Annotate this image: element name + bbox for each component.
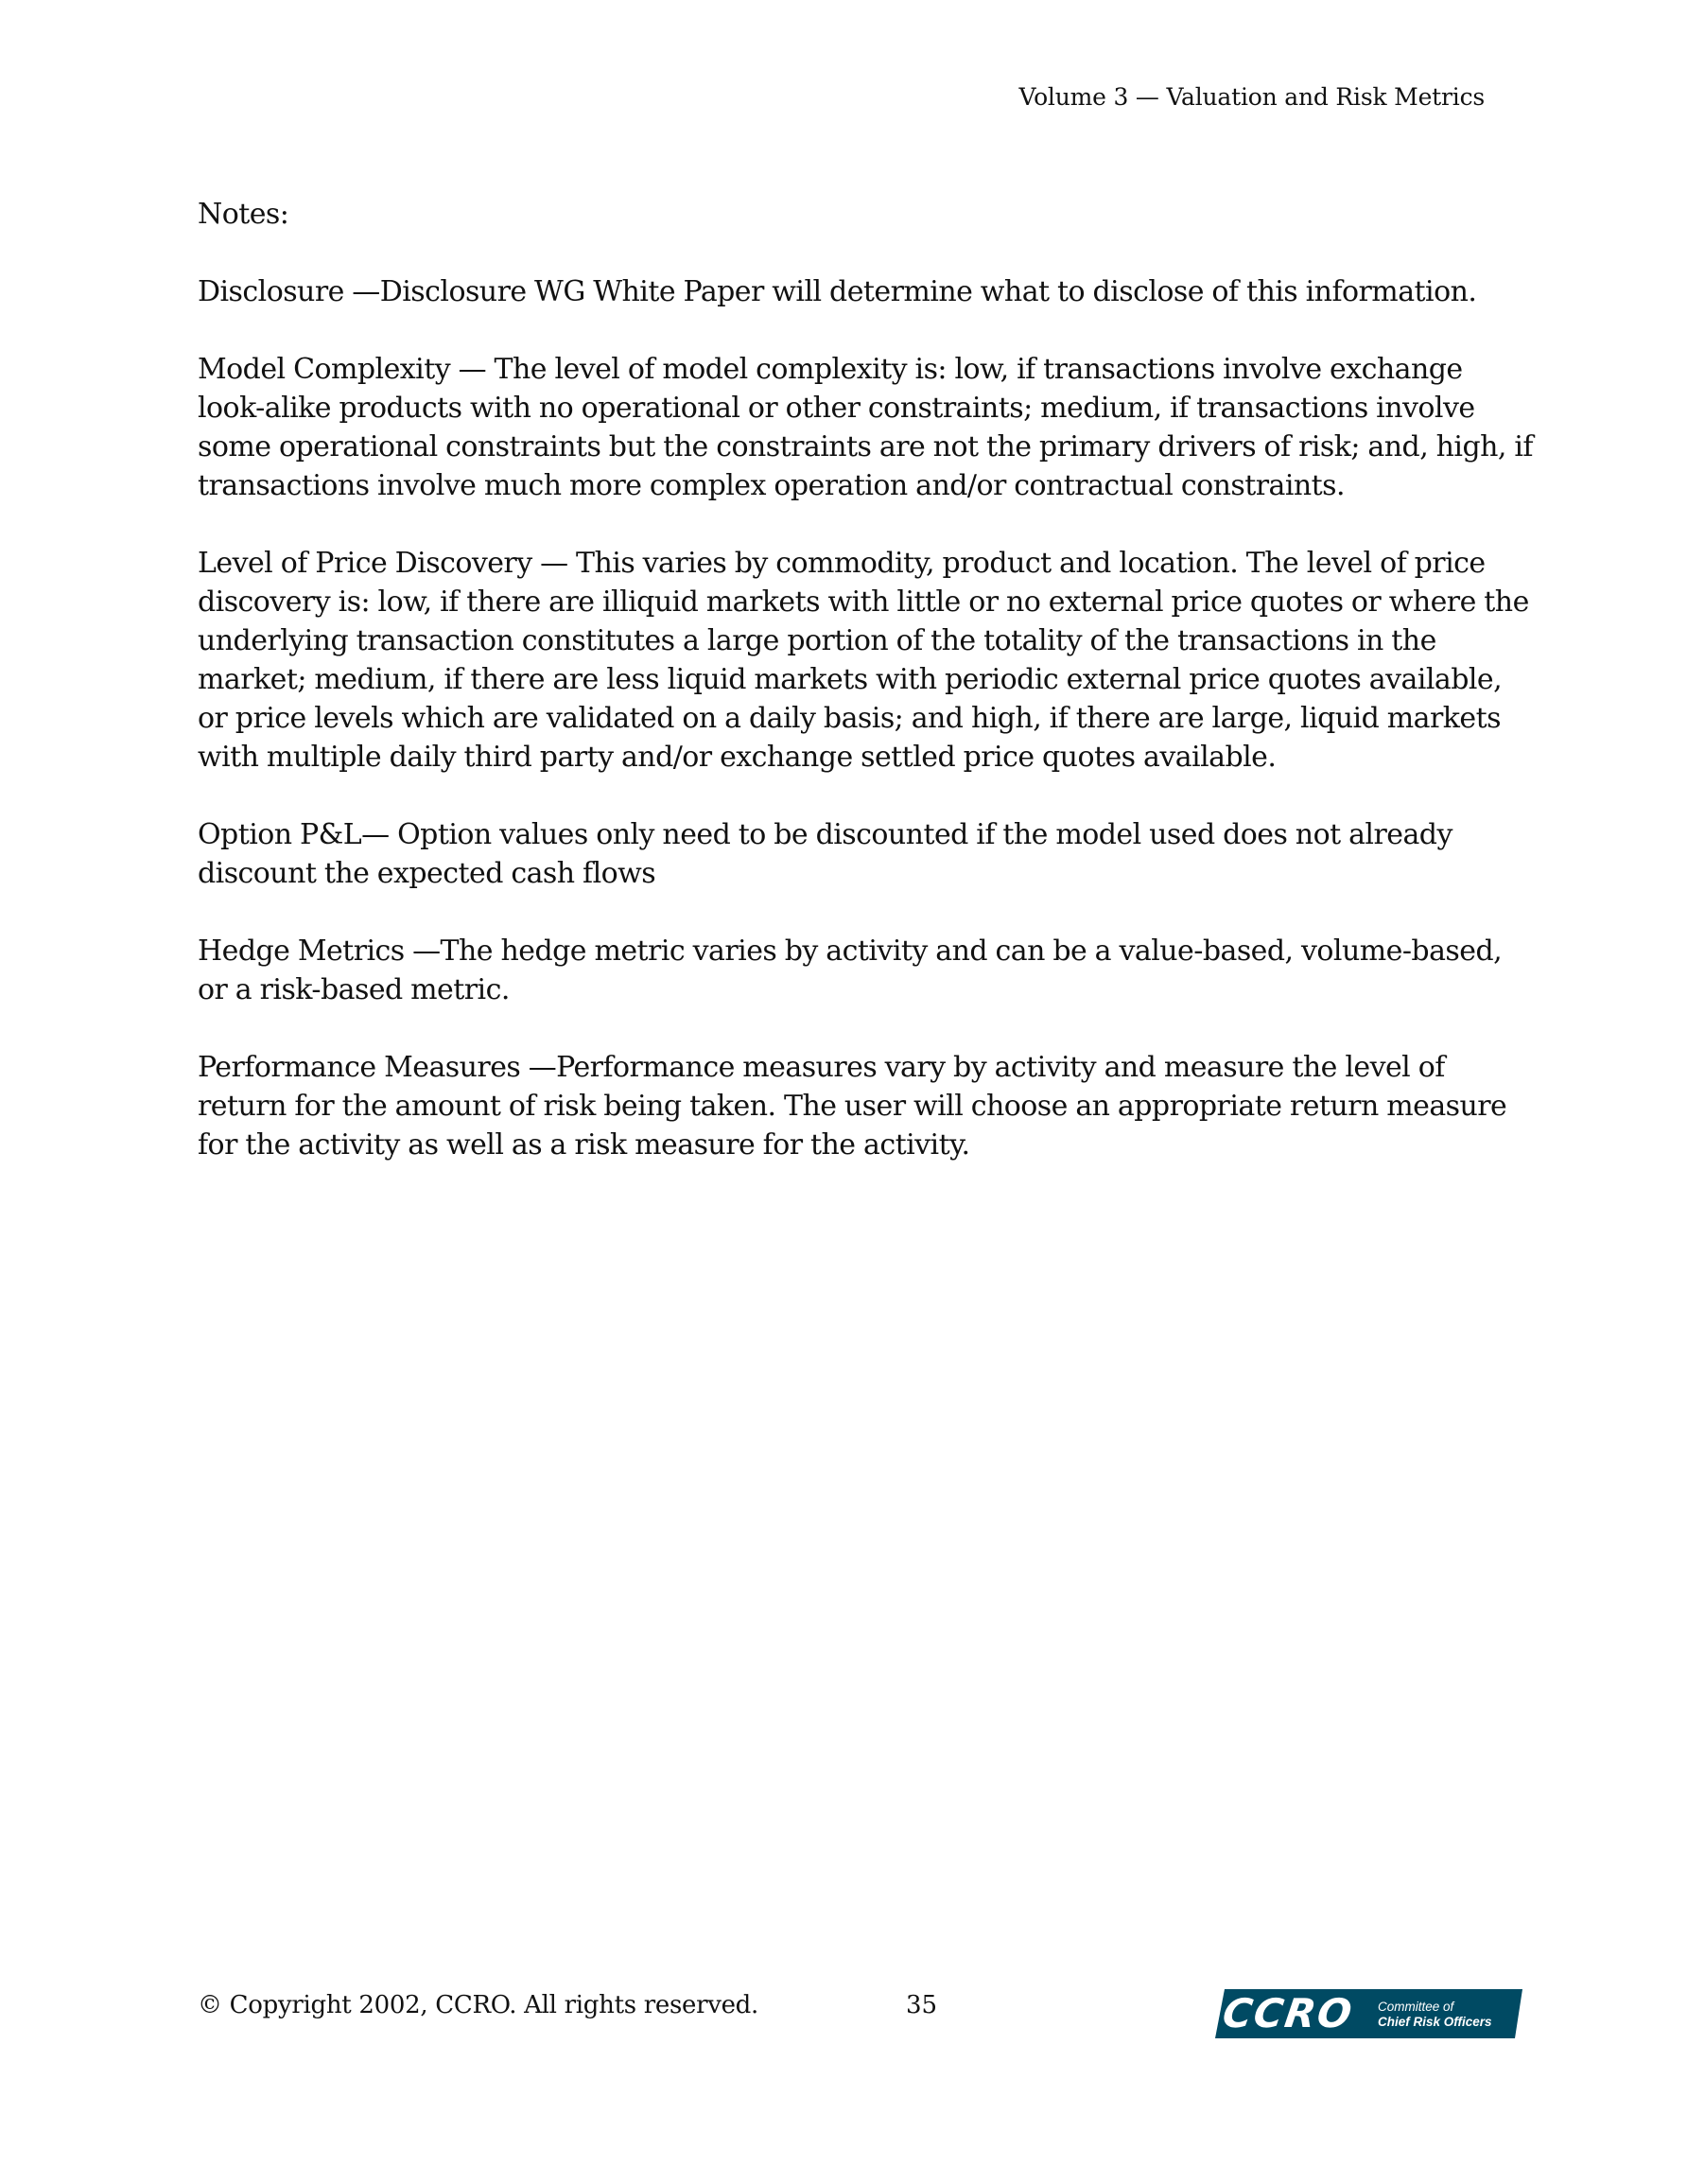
note-line: Performance Measures —Performance measures vary by activity and measure the level of: [198, 1051, 1445, 1084]
note-option-pl: [198, 815, 1503, 893]
ccro-logo-icon: [1215, 1989, 1522, 2038]
note-line: market; medium, if there are less liquid markets with periodic external price quotes available,: [198, 663, 1503, 696]
page-number: 35: [906, 1991, 938, 2019]
note-line: Hedge Metrics —The hedge metric varies by activity and can be a value-based, volume-based,: [198, 935, 1503, 968]
note-line: Level of Price Discovery — This varies by commodity, product and location. The level of price: [198, 547, 1486, 580]
note-line: some operational constraints but the constraints are not the primary drivers of risk; and, high, if: [198, 430, 1533, 463]
note-line: transactions involve much more complex operation and/or contractual constraints.: [198, 469, 1345, 502]
note-line: return for the amount of risk being taken. The user will choose an appropriate return measure: [198, 1090, 1507, 1123]
note-line: Disclosure —Disclosure WG White Paper will determine what to disclose of this information.: [198, 275, 1477, 308]
note-line: or a risk-based metric.: [198, 973, 510, 1006]
note-line: discovery is: low, if there are illiquid markets with little or no external price quotes or where the: [198, 585, 1529, 619]
footer-copyright: © Copyright 2002, CCRO. All rights reserved.: [198, 1991, 758, 2019]
note-hedge-metrics: [198, 932, 1503, 1009]
running-header: Volume 3 — Valuation and Risk Metrics: [1018, 83, 1485, 111]
note-disclosure: [198, 272, 1503, 311]
note-line: discount the expected cash flows: [198, 857, 656, 890]
note-line: or price levels which are validated on a daily basis; and high, if there are large, liquid markets: [198, 702, 1501, 735]
notes-heading: Notes:: [198, 198, 289, 231]
note-line: with multiple daily third party and/or exchange settled price quotes available.: [198, 741, 1277, 774]
logo-wordmark: CCRO: [1219, 1990, 1357, 2036]
note-performance-measures: [198, 1048, 1507, 1164]
note-line: underlying transaction constitutes a large portion of the totality of the transactions in the: [198, 624, 1436, 657]
note-line: look-alike products with no operational or other constraints; medium, if transactions involve: [198, 392, 1475, 425]
notes-section: [198, 195, 1533, 1203]
note-line: for the activity as well as a risk measure for the activity.: [198, 1128, 970, 1162]
note-price-discovery: [198, 544, 1529, 777]
note-line: Model Complexity — The level of model complexity is: low, if transactions involve exchange: [198, 353, 1463, 386]
note-line: Option P&L— Option values only need to be discounted if the model used does not already: [198, 818, 1452, 851]
logo-tagline-line2: Chief Risk Officers: [1378, 2015, 1492, 2029]
note-model-complexity: [198, 350, 1533, 505]
logo-tagline-line1: Committee of: [1378, 2000, 1454, 2014]
